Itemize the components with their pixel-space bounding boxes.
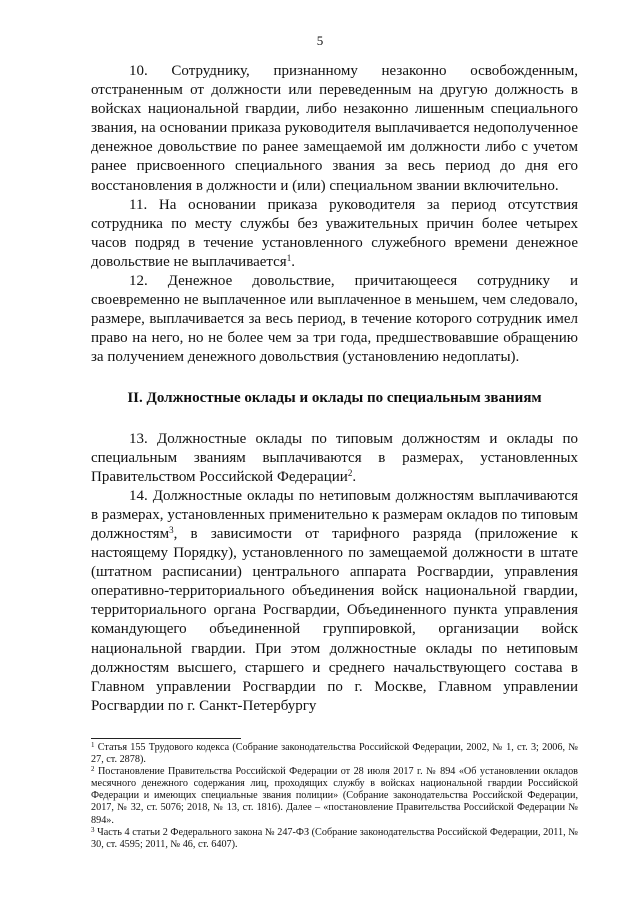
document-body: [91, 62, 578, 716]
paragraph-13-text: 13. Должностные оклады по типовым должностям и оклады по специальным званиям выплачиваются в размерах, установленных Правительством Российской Федерации: [91, 430, 578, 485]
page-number: 5: [316, 33, 324, 48]
footnote-2-text: Постановление Правительства Российской Федерации от 28 июля 2017 г. № 894 «Об установлении окладов месячного денежного содержания лиц, проходящих службу в войсках национальной гвардии Российской Федерации и имеющих специальные звания полиции» (Собрание законодательства Российской Федерации, 2017, № 32, ст. 5076; 2018, № 13, ст. 1816). Далее – «постановление Правительства Российской Федерации № 894».: [91, 766, 578, 826]
paragraph-14-text-b: , в зависимости от тарифного разряда (приложение к настоящему Порядку), установленного по замещаемой должности в штате (штатном расписании) центрального аппарата Росгвардии, управления оперативно-территориального объединения войск национальной гвардии, территориального органа Росгвардии, Объединенного пункта управления командующего объединенной группировкой, организации войск национальной гвардии. При этом должностные оклады по нетиповым должностям высшего, старшего и среднего начальствующего состава в Главном управлении Росгвардии по г. Москве, Главном управлении Росгвардии по г. Санкт-Петербургу: [91, 525, 578, 714]
paragraph-11: 11. На основании приказа руководителя за период отсутствия сотрудника по месту службы без уважительных причин более четырех часов подряд в течение установленного служебного времени денежное довольствие не выплачивается$^1$.: [91, 196, 578, 270]
footnote-3-number: 3: [91, 825, 95, 834]
footnote-1-number: 1: [91, 741, 95, 749]
section-title: II. Должностные оклады и оклады по специальным званиям: [127, 389, 542, 406]
footnote-ref-3: 3: [169, 524, 174, 535]
paragraph-14: [91, 487, 578, 716]
footnote-ref-1: 1: [286, 252, 292, 263]
footnote-3: [91, 827, 578, 851]
paragraph-11-text: 11. На основании приказа руководителя за период отсутствия сотрудника по месту службы без уважительных причин более четырех часов подряд в течение установленного служебного времени денежное довольствие не выплачивается: [91, 196, 578, 270]
footnote-1-text: Статья 155 Трудового кодекса (Собрание законодательства Российской Федерации, 2002, № 1, ст. 3; 2006, № 27, ст. 2878).: [91, 742, 578, 766]
footnote-divider: [91, 738, 241, 739]
paragraph-12: 12. Денежное довольствие, причитающееся сотруднику и своевременно не выплаченное или выплаченное в меньшем, чем следовало, размере, выплачивается за весь период, в течение которого сотрудник имел право на него, но не более чем за три года, предшествовавшие обращению за получением денежного довольствия (установлению недоплаты).: [91, 273, 578, 366]
footnote-1: [91, 742, 578, 766]
paragraph-14-text-a: 14. Должностные оклады по нетиповым должностям выплачиваются в размерах, установленных применительно к размерам окладов по типовым должностям: [91, 487, 578, 542]
footnote-ref-2: 2: [347, 467, 353, 478]
footnote-3-text: Часть 4 статьи 2 Федерального закона № 247-ФЗ (Собрание законодательства Российской Федерации, 2011, № 30, ст. 4595; 2011, № 46, ст. 6407).: [91, 826, 578, 850]
footnotes: [91, 738, 578, 851]
paragraph-13: 13. Должностные оклады по типовым должностям и оклады по специальным званиям выплачиваются в размерах, установленных Правительством Российской Федерации$^2$.: [91, 430, 578, 485]
paragraph-10: 10. Сотруднику, признанному незаконно освобожденным, отстраненным от должности или переведенным на другую должность в войсках национальной гвардии, либо незаконно лишенным специального звания, на основании приказа руководителя выплачивается недополученное денежное довольствие по ранее замещаемой им должности либо с учетом ранее присвоенного специального звания за весь период до дня его восстановления в должности и (или) специальном звании включительно.: [91, 63, 578, 194]
footnote-2-number: 2: [91, 765, 95, 774]
footnote-2: [91, 766, 578, 826]
